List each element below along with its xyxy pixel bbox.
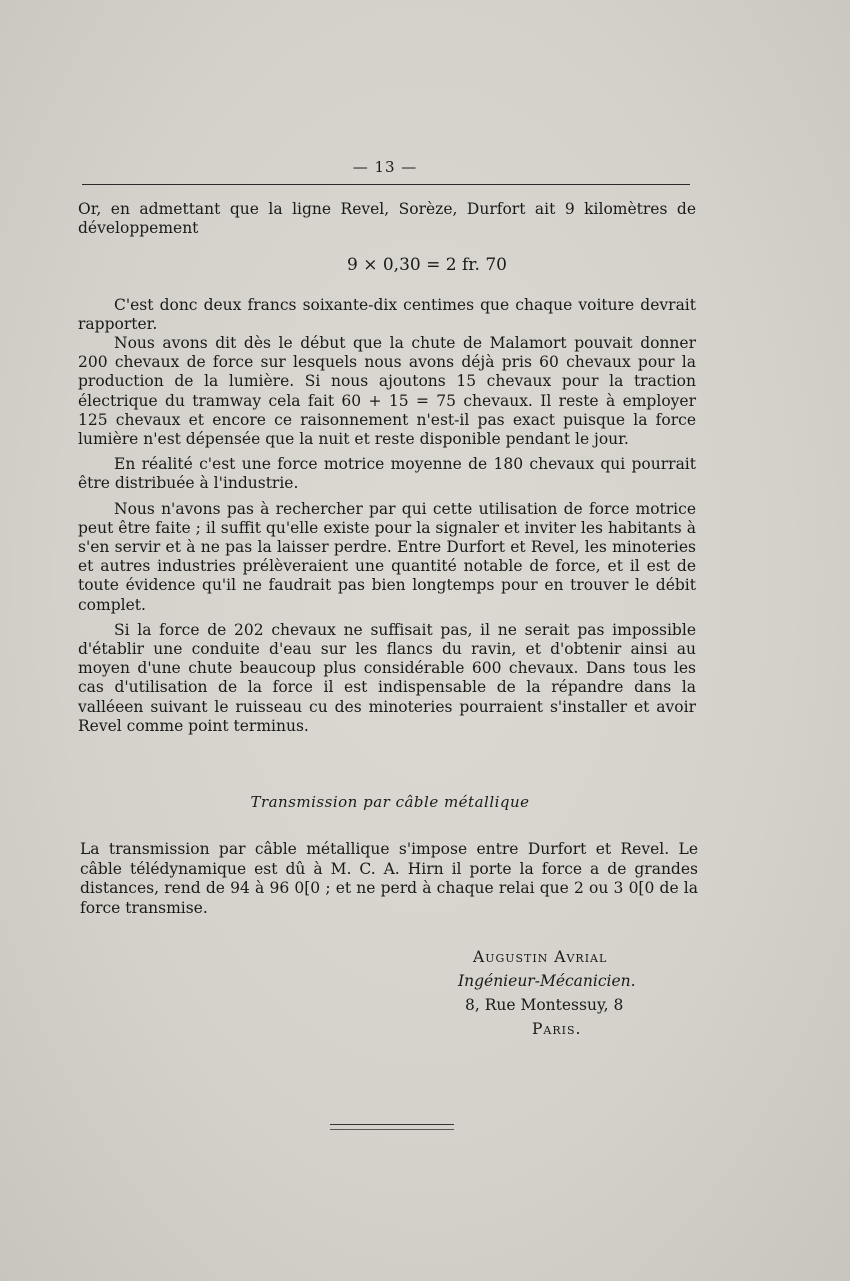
signature-title: Ingénieur-Mécanicien. [458,972,636,990]
body-text [78,200,696,736]
signature-city: Paris. [532,1020,582,1038]
page-number: — 13 — [352,158,418,176]
header-rule [82,184,690,185]
section-text [80,840,698,918]
paragraph-industry: En réalité c'est une force motrice moyenne de 180 chevaux qui pourrait être distribuée à l'industrie. [78,455,696,493]
paragraph-extension: Si la force de 202 chevaux ne suffisait pas, il ne serait pas impossible d'établir une conduite d'eau sur les flancs du ravin, et d'obtenir ainsi au moyen d'une chute beaucoup plus considérable 600 chevaux. Dans tous les cas d'utilisation de la force il est indispensable de la répandre dans la valléeen suivant le ruisseau cu des minoteries pourraient s'installer et avoir Revel comme point terminus. [78,620,696,735]
paragraph-transmission: La transmission par câble métallique s'impose entre Durfort et Revel. Le câble télédynamique est dû à M. C. A. Hirn il porte la force a de grandes distances, rend de 94 à 96 0[0 ; et ne perd à chaque relai que 2 ou 3 0[0 de la force transmise. [80,840,698,917]
paragraph-usage: Nous n'avons pas à rechercher par qui cette utilisation de force motrice peut être faite ; il suffit qu'elle existe pour la signaler et inviter les habitants à s'en servir et à ne pas la laisser perdre. Entre Durfort et Revel, les minoteries et autres industries prélèveraient une quantité notable de force, et il est de toute évidence qu'il ne faudrait pas bien longtemps pour en trouver le débit complet. [78,499,696,614]
signature-name: Augustin Avrial [473,948,608,966]
section-title: Transmission par câble métallique [250,793,530,811]
closing-ornament [330,1124,454,1130]
paragraph-intro: Or, en admettant que la ligne Revel, Sorèze, Durfort ait 9 kilomètres de développement [78,200,696,238]
paragraph-cost: C'est donc deux francs soixante-dix centimes que chaque voiture devrait rapporter. [78,295,696,333]
paragraph-power: Nous avons dit dès le début que la chute de Malamort pouvait donner 200 chevaux de force sur lesquels nous avons déjà pris 60 chevaux pour la production de la lumière. Si nous ajoutons 15 chevaux pour la traction électrique du tramway cela fait 60 + 15 = 75 chevaux. Il reste à employer 125 chevaux et encore ce raisonnement n'est-il pas exact puisque la force lumière n'est dépensée que la nuit et reste disponible pendant le jour. [78,334,696,449]
formula: 9 × 0,30 = 2 fr. 70 [347,255,507,276]
signature-block [440,945,670,1041]
signature-address: 8, Rue Montessuy, 8 [465,996,624,1014]
